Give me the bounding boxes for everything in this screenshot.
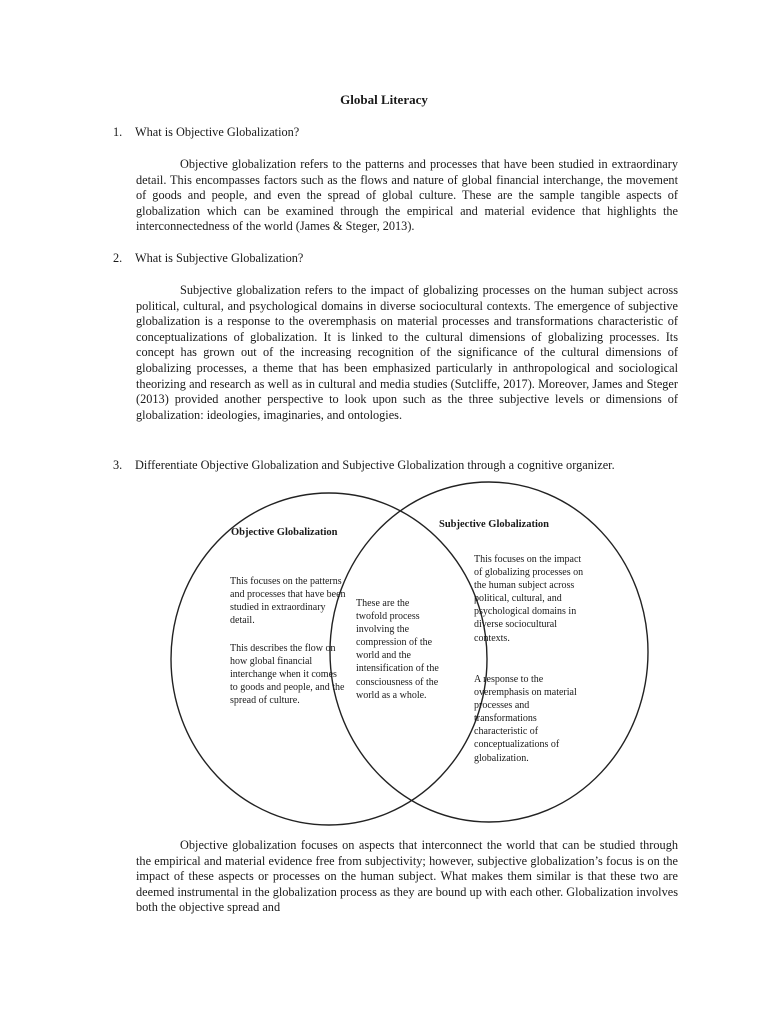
question-2-number: 2. [113,251,123,265]
question-3-number: 3. [113,458,123,472]
venn-right-title: Subjective Globalization [439,519,549,530]
venn-left-text-2: This describes the flow on how global financial interchange when it comes to goods and people, and the spread of culture. [230,643,345,707]
venn-right-text-1: This focuses on the impact of globalizing processes on the human subject across political, cultural, and psychological domains in diverse sociocultural contexts. [474,554,584,644]
question-2-text: What is Subjective Globalization? [135,251,304,265]
conclusion-paragraph: Objective globalization focuses on aspects that interconnect the world that can be studied through the empirical and material evidence free from subjectivity; however, subjective globalization’s focus is on the impact of these aspects or processes on the human subject. What makes them similar is that these two are deemed instrumental in the globalization process as they are bound up with each other. Globalization involves both the objective spread and [136,838,678,915]
question-1-text: What is Objective Globalization? [135,125,300,139]
document-title: Global Literacy [340,92,428,107]
question-1-number: 1. [113,125,123,139]
question-3-text: Differentiate Objective Globalization and Subjective Globalization through a cognitive organizer. [135,458,615,472]
venn-right-text-2: A response to the overemphasis on material processes and transformations characteristic of conceptualizations of globalization. [474,674,577,764]
answer-2-paragraph: Subjective globalization refers to the impact of globalizing processes on the human subject across political, cultural, and psychological domains in diverse sociocultural contexts. The emergence of subjective globalization is a response to the overemphasis on material processes and transformations characteristic of conceptualizations of globalization. It is linked to the cultural dimensions of globalizing processes. Its concept has grown out of the increasing recognition of the significance of the cultural dimensions of globalizing processes, a theme that has been emphasized particularly in anthropological and sociological theorizing and research as well as in cultural and media studies (Sutcliffe, 2017). Moreover, James and Steger (2013) provided another perspective to look upon such as the three subjective levels or dimensions of globalization: ideologies, imaginaries, and ontologies. [136,283,678,422]
venn-left-title: Objective Globalization [231,527,338,538]
venn-left-text-1: This focuses on the patterns and processes that have been studied in extraordinary detail. [230,576,346,627]
answer-1-paragraph: Objective globalization refers to the patterns and processes that have been studied in extraordinary detail. This encompasses factors such as the flows and nature of global financial interchange, the movement of goods and people, and even the spread of global culture. These are the sample tangible aspects of globalization which can be examined through the empirical and material evidence that highlights the interconnectedness of the world (James & Steger, 2013). [136,157,678,234]
venn-center-text: These are the twofold process involving the compression of the world and the intensification of the consciousness of the world as a whole. [356,598,439,701]
